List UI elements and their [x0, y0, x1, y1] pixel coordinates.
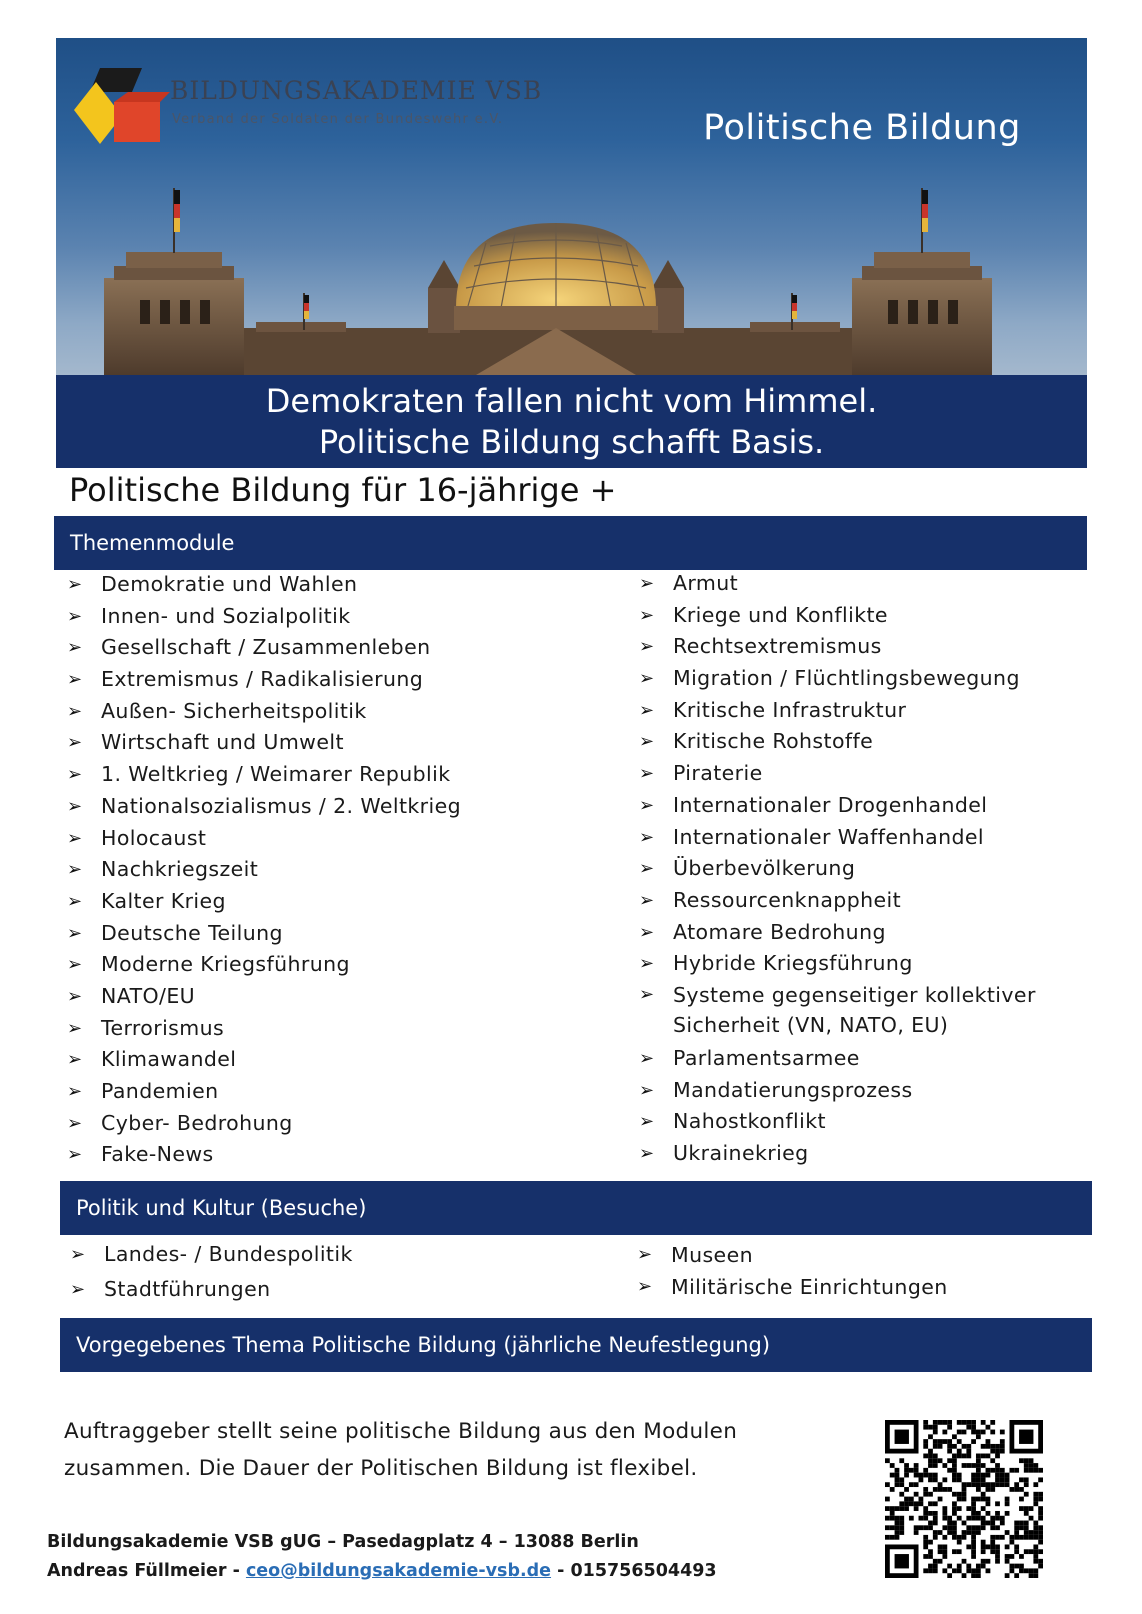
description: [64, 1413, 824, 1487]
visits-list-left: [70, 1237, 353, 1307]
arrow-bullet-icon: ➢: [67, 605, 83, 627]
module-label: Demokratie und Wahlen: [101, 572, 358, 596]
arrow-bullet-icon: ➢: [67, 795, 83, 817]
visits-list-right: [637, 1239, 948, 1303]
brand-name: BILDUNGSAKADEMIE VSB: [170, 76, 543, 105]
description-line-1: Auftraggeber stellt seine politische Bildung aus den Modulen: [64, 1419, 738, 1444]
module-label: Klimawandel: [101, 1047, 237, 1072]
module-item: [639, 917, 1059, 949]
module-label: Cyber- Bedrohung: [101, 1110, 293, 1135]
module-label: Nahostkonflikt: [673, 1109, 826, 1134]
module-item: [639, 568, 1059, 600]
module-label: NATO/EU: [101, 983, 196, 1008]
module-label: Systeme gegenseitiger kollektiver Sicherheit (VN, NATO, EU): [673, 982, 1036, 1038]
module-label: Atomare Bedrohung: [673, 919, 886, 944]
module-label: Mandatierungsprozess: [673, 1077, 913, 1102]
module-label: Rechtsextremismus: [673, 634, 882, 659]
arrow-bullet-icon: ➢: [70, 1244, 86, 1265]
module-label: Kritische Rohstoffe: [673, 729, 874, 754]
module-item: [67, 791, 461, 823]
module-item: [639, 726, 1059, 758]
module-label: Terrorismus: [101, 1015, 225, 1040]
module-label: Migration / Flüchtlingsbewegung: [673, 666, 1020, 691]
arrow-bullet-icon: ➢: [639, 921, 655, 943]
module-label: Innen- und Sozialpolitik: [101, 603, 351, 628]
age-heading: Politische Bildung für 16-jährige +: [69, 471, 617, 509]
module-label: Überbevölkerung: [673, 856, 856, 881]
arrow-bullet-icon: ➢: [67, 764, 83, 786]
module-label: Fake-News: [101, 1142, 214, 1167]
arrow-bullet-icon: ➢: [639, 1111, 655, 1133]
visit-label: Landes- / Bundespolitik: [104, 1242, 353, 1266]
arrow-bullet-icon: ➢: [639, 889, 655, 911]
module-label: Piraterie: [673, 761, 763, 786]
arrow-bullet-icon: ➢: [639, 731, 655, 753]
module-item: [67, 949, 461, 981]
description-line-2: zusammen. Die Dauer der Politischen Bildung ist flexibel.: [64, 1456, 698, 1481]
module-item: [67, 1013, 461, 1045]
module-item: [67, 569, 461, 601]
module-item: [67, 632, 461, 664]
arrow-bullet-icon: ➢: [67, 637, 83, 659]
module-item: [639, 758, 1059, 790]
module-item: [67, 696, 461, 728]
arrow-bullet-icon: ➢: [639, 763, 655, 785]
module-label: Pandemien: [101, 1079, 219, 1103]
arrow-bullet-icon: ➢: [67, 1017, 83, 1039]
module-item: [639, 790, 1059, 822]
module-item: [639, 885, 1059, 917]
module-item: [639, 600, 1059, 632]
hero-title: Politische Bildung: [703, 108, 1021, 148]
modules-heading: Themenmodule: [54, 516, 1087, 570]
footer-email-link[interactable]: ceo@bildungsakademie-vsb.de: [245, 1561, 552, 1581]
arrow-bullet-icon: ➢: [67, 700, 83, 722]
arrow-bullet-icon: ➢: [639, 573, 655, 594]
module-label: Moderne Kriegsführung: [101, 952, 350, 977]
module-item: [67, 981, 461, 1013]
visits-heading: Politik und Kultur (Besuche): [60, 1181, 1092, 1235]
module-label: Internationaler Drogenhandel: [673, 792, 988, 817]
arrow-bullet-icon: ➢: [67, 954, 83, 976]
arrow-bullet-icon: ➢: [639, 1047, 655, 1069]
module-item: [67, 601, 461, 633]
module-item: [639, 1138, 1059, 1170]
module-label: Deutsche Teilung: [101, 920, 283, 945]
module-item: [67, 759, 461, 791]
brand-subtitle: Verband der Soldaten der Bundeswehr e.V.: [172, 112, 504, 127]
arrow-bullet-icon: ➢: [637, 1244, 653, 1265]
footer: [47, 1528, 717, 1586]
arrow-bullet-icon: ➢: [67, 827, 83, 849]
arrow-bullet-icon: ➢: [639, 636, 655, 658]
arrow-bullet-icon: ➢: [67, 732, 83, 754]
slogan-banner: [56, 375, 1087, 468]
slogan-line-1: Demokraten fallen nicht vom Himmel.: [265, 382, 878, 420]
module-item: [67, 1044, 461, 1076]
arrow-bullet-icon: ➢: [639, 983, 655, 1005]
arrow-bullet-icon: ➢: [639, 668, 655, 690]
visit-item: [637, 1239, 948, 1271]
module-label: Außen- Sicherheitspolitik: [101, 698, 367, 723]
arrow-bullet-icon: ➢: [639, 858, 655, 880]
module-item: [67, 664, 461, 696]
arrow-bullet-icon: ➢: [639, 604, 655, 626]
arrow-bullet-icon: ➢: [639, 699, 655, 721]
module-label: Ukrainekrieg: [673, 1141, 809, 1165]
hero-banner: [56, 38, 1087, 375]
module-item: [67, 1108, 461, 1140]
modules-list-right: [639, 568, 1059, 1170]
arrow-bullet-icon: ➢: [67, 669, 83, 691]
arrow-bullet-icon: ➢: [67, 922, 83, 944]
arrow-bullet-icon: ➢: [67, 1112, 83, 1134]
module-item: [639, 1106, 1059, 1138]
module-label: Kalter Krieg: [101, 888, 226, 913]
arrow-bullet-icon: ➢: [67, 1049, 83, 1071]
arrow-bullet-icon: ➢: [637, 1276, 653, 1297]
module-item: [67, 1139, 461, 1171]
module-label: Internationaler Waffenhandel: [673, 824, 985, 849]
slogan-line-2: Politische Bildung schafft Basis.: [318, 423, 825, 461]
module-item: [67, 854, 461, 886]
module-label: Extremismus / Radikalisierung: [101, 667, 424, 692]
module-item: [639, 1043, 1059, 1075]
books-logo-icon: [70, 62, 170, 152]
module-label: Gesellschaft / Zusammenleben: [101, 635, 431, 660]
arrow-bullet-icon: ➢: [67, 1081, 83, 1102]
arrow-bullet-icon: ➢: [639, 953, 655, 975]
arrow-bullet-icon: ➢: [67, 890, 83, 912]
module-label: Holocaust: [101, 825, 207, 850]
module-item: [639, 822, 1059, 854]
module-item: [639, 631, 1059, 663]
module-label: Kritische Infrastruktur: [673, 697, 907, 722]
arrow-bullet-icon: ➢: [639, 1079, 655, 1101]
module-item: [639, 695, 1059, 727]
arrow-bullet-icon: ➢: [67, 859, 83, 881]
arrow-bullet-icon: ➢: [639, 1143, 655, 1164]
module-label: 1. Weltkrieg / Weimarer Republik: [101, 762, 451, 787]
module-item: [67, 886, 461, 918]
module-label: Hybride Kriegsführung: [673, 951, 913, 976]
module-item: [639, 1075, 1059, 1107]
arrow-bullet-icon: ➢: [67, 985, 83, 1007]
visit-label: Museen: [671, 1243, 753, 1267]
module-item: [67, 727, 461, 759]
module-label: Ressourcenknappheit: [673, 887, 902, 912]
module-label: Armut: [673, 571, 739, 595]
arrow-bullet-icon: ➢: [67, 574, 83, 595]
visit-item: [70, 1237, 353, 1272]
arrow-bullet-icon: ➢: [67, 1144, 83, 1166]
footer-contact: [47, 1557, 717, 1586]
annual-topic-heading: Vorgegebenes Thema Politische Bildung (jährliche Neufestlegung): [60, 1318, 1092, 1372]
visit-item: [637, 1271, 948, 1303]
qr-code-icon[interactable]: [885, 1420, 1043, 1578]
modules-list-left: [67, 569, 461, 1171]
module-label: Parlamentsarmee: [673, 1045, 860, 1070]
footer-contact-name: Andreas Füllmeier -: [47, 1561, 246, 1581]
module-item: [639, 853, 1059, 885]
module-item: [639, 663, 1059, 695]
footer-phone: - 015756504493: [551, 1561, 717, 1581]
footer-address: Bildungsakademie VSB gUG – Pasedagplatz 4 – 13088 Berlin: [47, 1532, 639, 1552]
arrow-bullet-icon: ➢: [639, 794, 655, 816]
module-item: [639, 948, 1059, 980]
module-label: Wirtschaft und Umwelt: [101, 730, 344, 755]
visit-label: Militärische Einrichtungen: [671, 1275, 948, 1299]
arrow-bullet-icon: ➢: [639, 826, 655, 848]
module-item: [67, 918, 461, 950]
module-label: Nachkriegszeit: [101, 857, 259, 882]
module-item: [67, 823, 461, 855]
module-label: Kriege und Konflikte: [673, 602, 888, 627]
arrow-bullet-icon: ➢: [70, 1279, 86, 1300]
visit-item: [70, 1272, 353, 1307]
module-item: [67, 1076, 461, 1108]
module-label: Nationalsozialismus / 2. Weltkrieg: [101, 793, 462, 818]
visit-label: Stadtführungen: [104, 1277, 271, 1301]
module-item: [639, 980, 1059, 1043]
